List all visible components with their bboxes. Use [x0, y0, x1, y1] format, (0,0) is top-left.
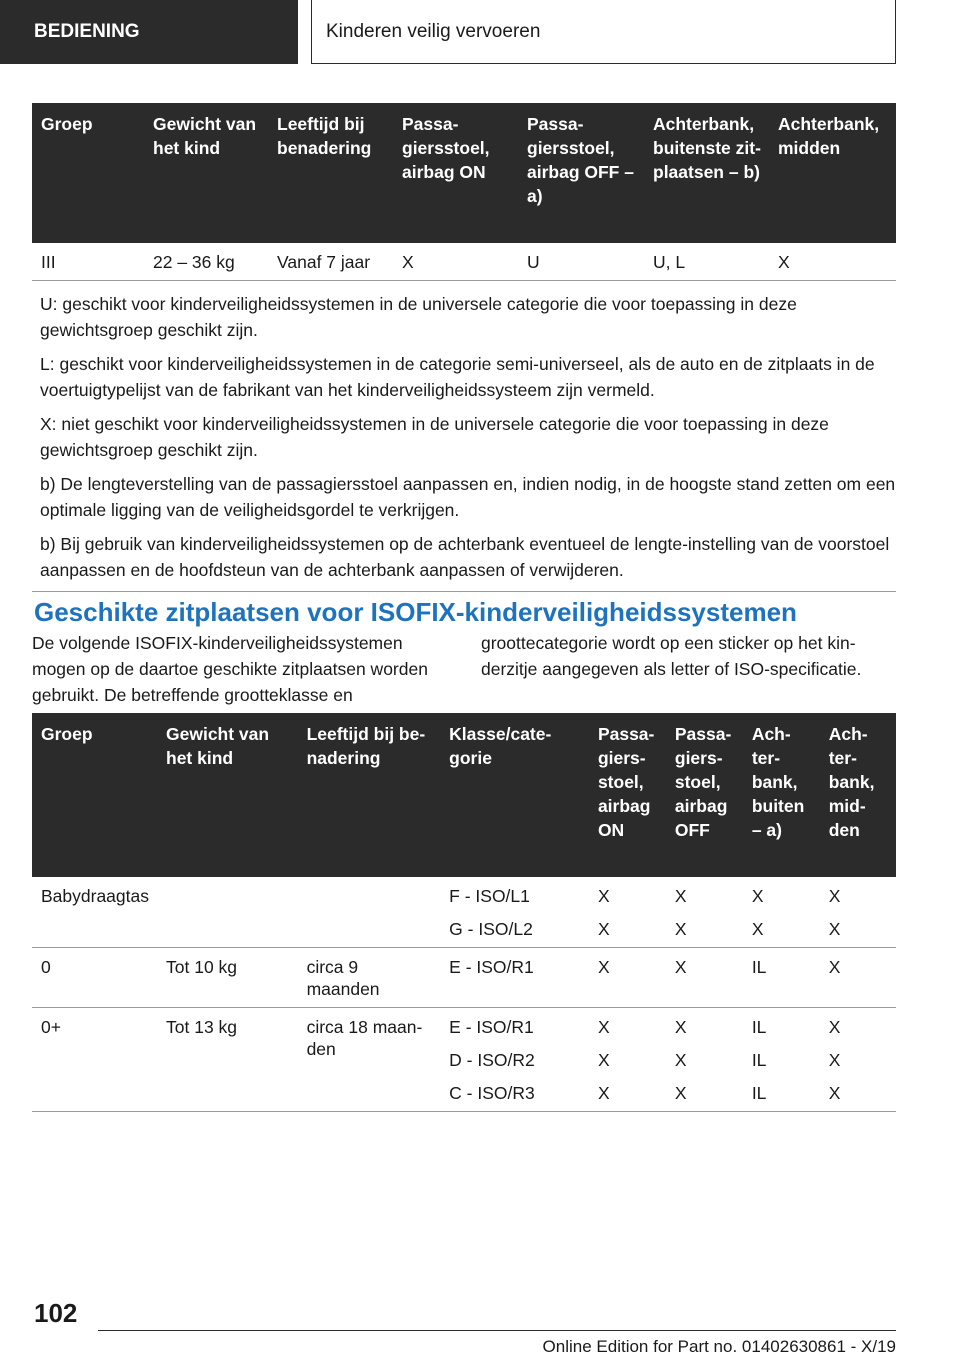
footnote: U: geschikt voor kinderveiligheidssystemen in de universele categorie die voor toepassing in deze gewichtsgroep geschikt zijn. [40, 294, 797, 340]
footnote: b) De lengteverstelling van de passagiersstoel aanpassen en, indien nodig, in de hoogste stand zetten om een optimale ligging van de veiligheidsgordel te verkrijgen. [40, 474, 896, 520]
cell-line: X [674, 919, 687, 939]
section-label [0, 0, 298, 64]
table-cell [440, 1008, 589, 1112]
cell-line: IL [751, 1050, 767, 1070]
header-cell: Leeftijd bij benadering [268, 103, 393, 243]
header-cell: Passagiersstoel, airbag ON [589, 713, 666, 877]
intro-paragraph-left: De volgende ISOFIX-kinderveiligheidssystemen mogen op de daartoe geschikte zitplaatsen worden gebruikt. De betreffende grootteklasse en [32, 633, 428, 705]
page-number: 102 [34, 1298, 78, 1328]
seat-suitability-table [32, 103, 896, 592]
table-cell [440, 877, 589, 948]
table-cell [743, 1008, 820, 1112]
header-cell: Achterbank, midden [769, 103, 896, 243]
header-cell: Groep [32, 103, 144, 243]
footer-divider [98, 1330, 896, 1331]
table-cell [743, 877, 820, 948]
table-cell: 0 [32, 948, 157, 1008]
page-title-text: Kinderen veilig vervoeren [326, 20, 541, 42]
cell-line: IL [751, 1017, 767, 1037]
intro-paragraph-right: groottecategorie wordt op een sticker op het kinderzitje aangegeven als letter of ISO-specificatie. [481, 633, 862, 679]
table-cell [157, 877, 298, 948]
table-cell: E - ISO/R1 [440, 948, 589, 1008]
page-title [311, 0, 896, 64]
cell-line: F - ISO/L1 [449, 886, 530, 906]
cell-line: X [674, 1050, 687, 1070]
cell-line: X [597, 1017, 610, 1037]
table-cell: 22 – 36 kg [144, 243, 268, 281]
header-cell: Gewicht van het kind [144, 103, 268, 243]
table-cell: IL [743, 948, 820, 1008]
header-cell: Passagiersstoel, airbag ON [393, 103, 518, 243]
header-cell: Passagiersstoel, airbag OFF – a) [518, 103, 644, 243]
cell-line: E - ISO/R1 [449, 1017, 534, 1037]
table-cell [820, 877, 896, 948]
cell-line: C - ISO/R3 [449, 1083, 535, 1103]
table-cell: U [518, 243, 644, 281]
cell-line: X [828, 919, 841, 939]
table-row [32, 1008, 896, 1112]
table-cell [589, 1008, 666, 1112]
table-row [32, 877, 896, 948]
header-cell: Gewicht van het kind [157, 713, 298, 877]
footnotes-row [32, 281, 896, 592]
cell-line: X [751, 886, 764, 906]
table-cell: 0+ [32, 1008, 157, 1112]
header-cell: Leeftijd bij benadering [298, 713, 441, 877]
cell-line: X [674, 886, 687, 906]
footnote: b) Bij gebruik van kinderveiligheidssystemen op de achterbank eventueel de lengte-instelling van de voorstoel aanpassen en de hoofdsteun van de achterbank aanpassen of verwijderen. [40, 534, 890, 580]
footnote: L: geschikt voor kinderveiligheidssystemen in de categorie semi-universeel, als de auto en de zitplaats in de voertuigtypelijst van de fabrikant van het kinderveiligheidssysteem zijn vermeld. [40, 354, 875, 400]
table-cell: III [32, 243, 144, 281]
header-cell: Achterbank, buiten – a) [743, 713, 820, 877]
cell-line: X [674, 1083, 687, 1103]
table-cell: Tot 10 kg [157, 948, 298, 1008]
table-cell: X [820, 948, 896, 1008]
table-cell: U, L [644, 243, 769, 281]
table-cell [666, 877, 743, 948]
header-cell: Achterbank, buitenste zitplaatsen – b) [644, 103, 769, 243]
table-cell: Babydraagtas [32, 877, 157, 948]
cell-line: X [828, 1083, 841, 1103]
cell-line: X [597, 919, 610, 939]
cell-line: X [597, 1083, 610, 1103]
edition-text: Online Edition for Part no. 01402630861 - X/19 [542, 1337, 896, 1356]
table-cell [298, 877, 441, 948]
table-cell [666, 1008, 743, 1112]
header-cell: Passagiersstoel, airbag OFF [666, 713, 743, 877]
section-heading: Geschikte zitplaatsen voor ISOFIX-kinderveiligheidssystemen [34, 597, 797, 627]
footnotes [32, 281, 896, 592]
table-row [32, 243, 896, 281]
table-cell: circa 9 maanden [298, 948, 441, 1008]
table-cell: X [769, 243, 896, 281]
cell-line: IL [751, 1083, 767, 1103]
header-cell: Groep [32, 713, 157, 877]
section-label-text: BEDIENING [34, 21, 140, 42]
table-cell: X [393, 243, 518, 281]
footnote: X: niet geschikt voor kinderveiligheidssystemen in de universele categorie die voor toepassing in deze gewichtsgroep geschikt zijn. [40, 414, 829, 460]
cell-line: X [597, 1050, 610, 1070]
isofix-table [32, 713, 896, 1112]
cell-line: X [828, 1050, 841, 1070]
cell-line: X [828, 886, 841, 906]
header-cell: Klasse/categorie [440, 713, 589, 877]
table-cell [820, 1008, 896, 1112]
table-cell: Tot 13 kg [157, 1008, 298, 1112]
cell-line: G - ISO/L2 [449, 919, 533, 939]
table-cell [589, 877, 666, 948]
cell-line: X [597, 886, 610, 906]
cell-line: D - ISO/R2 [449, 1050, 535, 1070]
cell-line: X [828, 1017, 841, 1037]
table-row [32, 948, 896, 1008]
table-cell: X [666, 948, 743, 1008]
table-cell: X [589, 948, 666, 1008]
table-cell: Vanaf 7 jaar [268, 243, 393, 281]
cell-line: X [751, 919, 764, 939]
table-cell: circa 18 maanden [298, 1008, 441, 1112]
header-cell: Achterbank, midden [820, 713, 896, 877]
cell-line: X [674, 1017, 687, 1037]
